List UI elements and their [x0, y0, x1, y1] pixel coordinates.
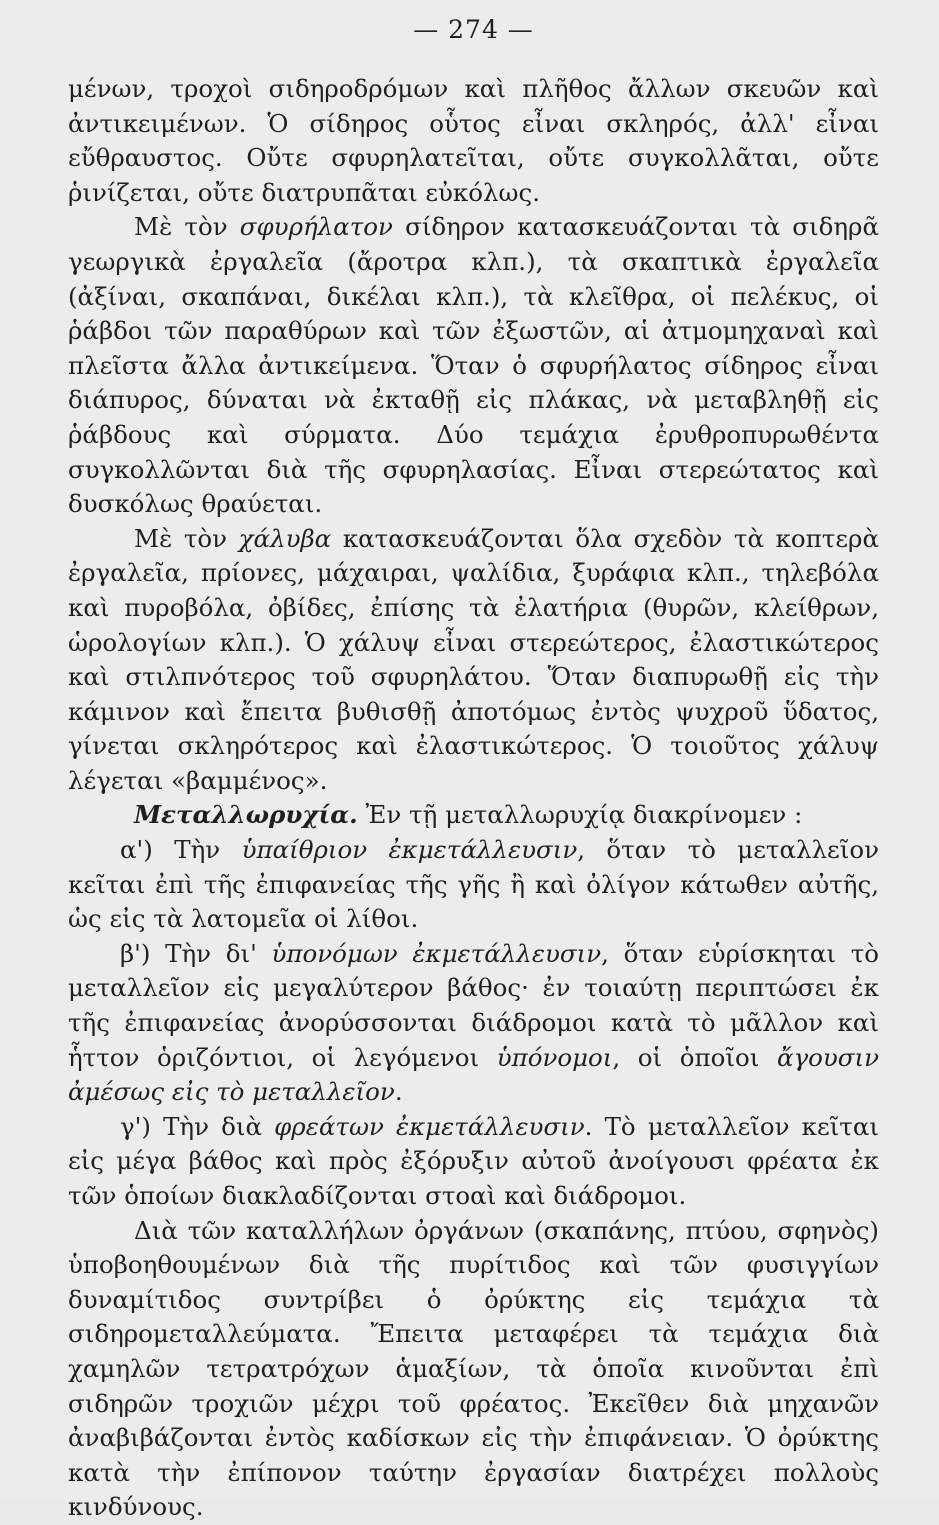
- text-segment: . Τὸ μεταλλεῖον κεῖται εἰς μέγα βάθος καὶ πρὸς ἐξόρυξιν αὐτοῦ ἀνοίγουσι φρέατα ἐκ τῶν ὁποίων διακλαδίζονται στοαὶ καὶ διάδρομοι.: [68, 1111, 879, 1210]
- text-segment: .: [394, 1077, 403, 1107]
- italic-term: χάλυβα: [238, 523, 332, 553]
- item-label: α') Τὴν: [120, 835, 242, 865]
- list-item-tunnels: [68, 937, 879, 1110]
- italic-term: φρεάτων ἐκμετάλλευσιν: [274, 1111, 585, 1141]
- text-segment: σίδηρον κατασκευάζονται τὰ σιδηρᾶ γεωργικὰ ἐργαλεῖα (ἄροτρα κλπ.), τὰ σκαπτικὰ ἐργαλεῖα (ἀξίναι, σκαπάναι, δικέλαι κλπ.), τὰ κλεῖθρα, οἱ πελέκυς, οἱ ῥάβδοι τῶν παραθύρων καὶ τῶν ἐξωστῶν, αἱ ἀτμομηχαναὶ καὶ πλεῖστα ἄλλα ἀντικείμενα. Ὅταν ὁ σφυρήλατος σίδηρος εἶναι διάπυρος, δύναται νὰ ἐκταθῇ εἰς πλάκας, νὰ μεταβληθῇ εἰς ῥάβδους καὶ σύρματα. Δύο τεμάχια ἐρυθροπυρωθέντα συγκολλῶνται διὰ τῆς σφυρηλασίας. Εἶναι στερεώτατος καὶ δυσκόλως θραύεται.: [68, 212, 879, 519]
- text-segment: Μὲ τὸν: [134, 212, 240, 242]
- italic-term: ἄγουσιν ἀμέσως εἰς τὸ μεταλλεῖον: [68, 1042, 880, 1107]
- italic-term: ὑπαίθριον ἐκμετάλλευσιν: [241, 835, 578, 865]
- item-label: γ') Τὴν διὰ: [120, 1111, 275, 1141]
- item-label: β') Τὴν δι': [120, 938, 272, 968]
- paragraph-mining-heading: [68, 798, 879, 833]
- section-heading: Μεταλλωρυχία.: [134, 800, 358, 830]
- text-segment: , οἱ ὁποῖοι: [612, 1042, 777, 1072]
- body-text: [68, 72, 879, 1525]
- text-segment: , ὅταν τὸ μεταλλεῖον κεῖται ἐπὶ τῆς ἐπιφανείας τῆς γῆς ἢ καὶ ὀλίγον κάτωθεν αὐτῆς, ὡς εἰς τὰ λατομεῖα οἱ λίθοι.: [68, 835, 879, 934]
- paragraph-iron-properties: μένων, τροχοὶ σιδηροδρόμων καὶ πλῆθος ἄλλων σκευῶν καὶ ἀντικειμένων. Ὁ σίδηρος οὗτος εἶναι σκληρός, ἀλλ' εἶναι εὔθραυστος. Οὔτε σφυρηλατεῖται, οὔτε συγκολλᾶται, οὔτε ῥινίζεται, οὔτε διατρυπᾶται εὐκόλως.: [68, 74, 879, 207]
- text-segment: , ὅταν εὑρίσκηται τὸ μεταλλεῖον εἰς μεγαλύτερον βάθος· ἐν τοιαύτῃ περιπτώσει ἐκ τῆς ἐπιφανείας ἀνορύσσονται διάδρομοι κατὰ τὸ μᾶλλον καὶ ἧττον ὁριζόντιοι, οἱ λεγόμενοι: [68, 938, 879, 1072]
- list-item-open-pit: [68, 833, 879, 937]
- paragraph-miner-work: Διὰ τῶν καταλλήλων ὀργάνων (σκαπάνης, πτύου, σφηνὸς) ὑποβοηθουμένων διὰ τῆς πυρίτιδος καὶ τῶν φυσιγγίων δυναμίτιδος συντρίβει ὁ ὀρύκτης εἰς τεμάχια τὰ σιδηρομεταλλεύματα. Ἔπειτα μεταφέρει τὰ τεμάχια διὰ χαμηλῶν τετρατρόχων ἁμαξίων, τὰ ὁποῖα κινοῦνται ἐπὶ σιδηρῶν τροχιῶν μέχρι τοῦ φρέατος. Ἐκεῖθεν διὰ μηχανῶν ἀναβιβάζονται ἐντὸς καδίσκων εἰς τὴν ἐπιφάνειαν. Ὁ ὀρύκτης κατὰ τὴν ἐπίπονον ταύτην ἐργασίαν διατρέχει πολλοὺς κινδύνους.: [68, 1215, 879, 1522]
- text-segment: Ἐν τῇ μεταλλωρυχίᾳ διακρίνομεν :: [357, 800, 803, 830]
- paragraph-wrought-iron: [68, 210, 879, 521]
- italic-term: ὑπονόμων ἐκμετάλλευσιν: [271, 938, 602, 968]
- page-number: — 274 —: [413, 15, 534, 44]
- text-segment: κατασκευάζονται ὅλα σχεδὸν τὰ κοπτερὰ ἐργαλεῖα, πρίονες, μάχαιραι, ψαλίδια, ξυράφια κλπ., τηλεβόλα καὶ πυροβόλα, ὀβίδες, ἐπίσης τὰ ἐλατήρια (θυρῶν, κλείθρων, ὡρολογίων κλπ.). Ὁ χάλυψ εἶναι στερεώτερος, ἐλαστικώτερος καὶ στιλπνότερος τοῦ σφυρηλάτου. Ὅταν διαπυρωθῇ εἰς τὴν κάμινον καὶ ἔπειτα βυθισθῇ ἀποτόμως ἐντὸς ψυχροῦ ὕδατος, γίνεται σκληρότερος καὶ ἐλαστικώτερος. Ὁ τοιοῦτος χάλυψ λέγεται «βαμμένος».: [68, 523, 879, 795]
- italic-term: ὑπόνομοι: [496, 1042, 613, 1072]
- italic-term: σφυρήλατον: [239, 212, 393, 242]
- paragraph-steel: [68, 522, 879, 799]
- list-item-shafts: [68, 1110, 879, 1214]
- text-segment: Μὲ τὸν: [134, 523, 239, 553]
